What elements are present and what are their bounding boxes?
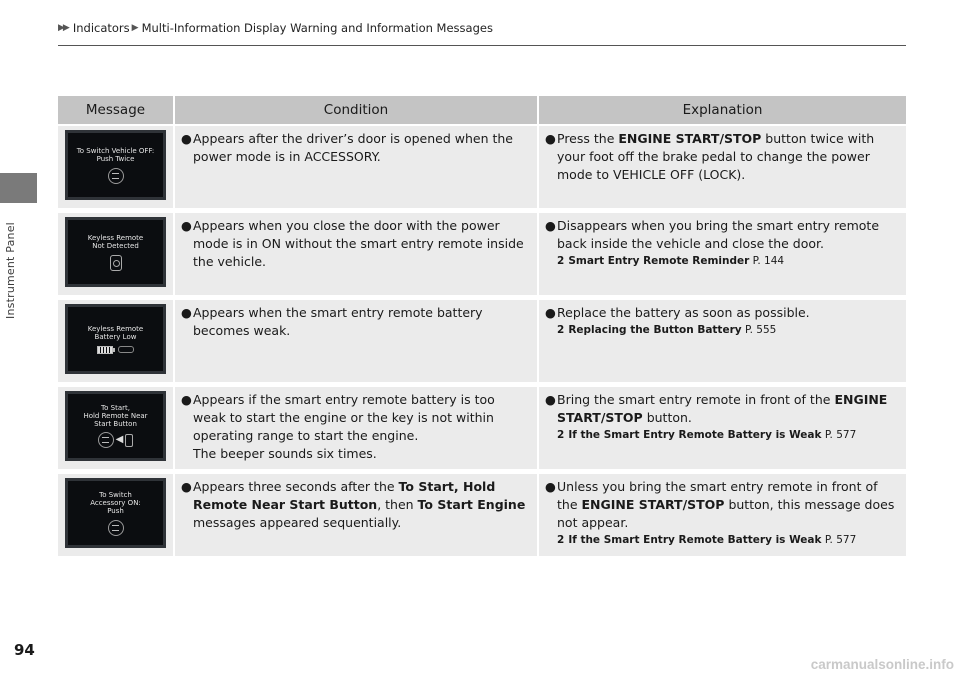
bullet-icon: ●	[545, 218, 556, 233]
screen-text-line: Not Detected	[92, 241, 139, 250]
battery-low-icon	[97, 346, 134, 354]
explanation-cell	[537, 382, 906, 469]
section-tab-marker	[0, 173, 37, 203]
condition-text: Appears after the driver’s door is opened when the power mode is in ACCESSORY.	[193, 131, 514, 164]
display-screen-image	[65, 304, 166, 374]
header-divider	[58, 45, 906, 46]
column-header-condition: Condition	[173, 96, 537, 124]
breadcrumb	[58, 19, 493, 37]
column-header-explanation: Explanation	[537, 96, 906, 124]
remote-to-button-icon: ◀	[98, 432, 134, 448]
side-section-label: Instrument Panel	[3, 221, 17, 319]
message-cell	[58, 382, 173, 469]
screen-text-line: Accessory ON:	[90, 498, 141, 507]
condition-cell	[173, 295, 537, 382]
reference-arrow-icon: 2	[557, 534, 565, 546]
bullet-icon: ●	[181, 479, 192, 494]
watermark: carmanualsonline.info	[810, 657, 954, 672]
screen-text-line: Push Twice	[96, 154, 135, 163]
explanation-text: Bring the smart entry remote in front of the ENGINE START/STOP button.	[557, 392, 888, 425]
bullet-icon: ●	[545, 392, 556, 407]
condition-cell	[173, 124, 537, 208]
explanation-cell	[537, 295, 906, 382]
condition-cell	[173, 469, 537, 556]
bullet-icon: ●	[181, 218, 192, 233]
explanation-cell	[537, 469, 906, 556]
explanation-text: Unless you bring the smart entry remote in front of the ENGINE START/STOP button, this message does not appear.	[557, 479, 895, 530]
page-number: 94	[14, 641, 35, 659]
table-row	[58, 469, 906, 556]
explanation-cell	[537, 124, 906, 208]
screen-text-line: To Switch Vehicle OFF:	[76, 146, 155, 155]
screen-text-line: Battery Low	[94, 332, 137, 341]
page-reference-link[interactable]: 2 Smart Entry Remote Reminder P. 144	[557, 255, 785, 267]
bullet-icon: ●	[181, 392, 192, 407]
reference-arrow-icon: 2	[557, 429, 565, 441]
condition-text: Appears when the smart entry remote battery becomes weak.	[193, 305, 483, 338]
screen-text-line: Keyless Remote	[87, 324, 144, 333]
messages-table	[58, 96, 906, 556]
explanation-text: Replace the battery as soon as possible.	[557, 305, 810, 320]
screen-text-line: Push	[107, 506, 124, 515]
explanation-text: Disappears when you bring the smart entry remote back inside the vehicle and close the door.	[557, 218, 880, 251]
explanation-text: Press the ENGINE START/STOP button twice with your foot off the brake pedal to change the power mode to VEHICLE OFF (LOCK).	[557, 131, 875, 182]
screen-text-line: Start Button	[94, 420, 137, 428]
bullet-icon: ●	[545, 305, 556, 320]
screen-text-line: Hold Remote Near	[83, 412, 148, 420]
message-cell	[58, 208, 173, 295]
column-header-message: Message	[58, 96, 173, 124]
table-row	[58, 124, 906, 208]
display-screen-image	[65, 130, 166, 200]
breadcrumb-subsection[interactable]: Multi-Information Display Warning and Information Messages	[141, 21, 493, 35]
table-row	[58, 382, 906, 469]
table-row	[58, 208, 906, 295]
screen-text-line: To Switch	[99, 490, 132, 499]
table-header-row	[58, 96, 906, 124]
condition-cell	[173, 208, 537, 295]
page-reference-link[interactable]: 2 If the Smart Entry Remote Battery is Weak P. 577	[557, 534, 857, 546]
message-cell	[58, 124, 173, 208]
reference-arrow-icon: 2	[557, 324, 565, 336]
condition-text: Appears if the smart entry remote battery is too weak to start the engine or the key is not within operating range to start the engine. The beeper sounds six times.	[193, 392, 495, 461]
display-screen-image	[65, 478, 166, 548]
screen-text-line: Keyless Remote	[87, 233, 144, 242]
bullet-icon: ●	[181, 131, 192, 146]
bullet-icon: ●	[181, 305, 192, 320]
page-reference-link[interactable]: 2 Replacing the Button Battery P. 555	[557, 324, 777, 336]
screen-text-line: To Start,	[101, 404, 130, 412]
condition-cell	[173, 382, 537, 469]
condition-text: Appears three seconds after the To Start, Hold Remote Near Start Button, then To Start Engine messages appeared sequentially.	[193, 479, 526, 530]
power-button-icon	[108, 520, 124, 536]
message-cell	[58, 469, 173, 556]
page-reference-link[interactable]: 2 If the Smart Entry Remote Battery is Weak P. 577	[557, 429, 857, 441]
breadcrumb-arrow-icon: ▶▶	[58, 23, 68, 33]
display-screen-image	[65, 391, 166, 461]
breadcrumb-arrow-icon: ▶	[131, 23, 139, 33]
display-screen-image	[65, 217, 166, 287]
remote-key-icon	[110, 255, 122, 271]
breadcrumb-section[interactable]: Indicators	[72, 21, 130, 35]
table-row	[58, 295, 906, 382]
power-button-icon	[108, 168, 124, 184]
reference-arrow-icon: 2	[557, 255, 565, 267]
condition-text: Appears when you close the door with the power mode is in ON without the smart entry remote inside the vehicle.	[193, 218, 524, 269]
bullet-icon: ●	[545, 131, 556, 146]
message-cell	[58, 295, 173, 382]
bullet-icon: ●	[545, 479, 556, 494]
explanation-cell	[537, 208, 906, 295]
